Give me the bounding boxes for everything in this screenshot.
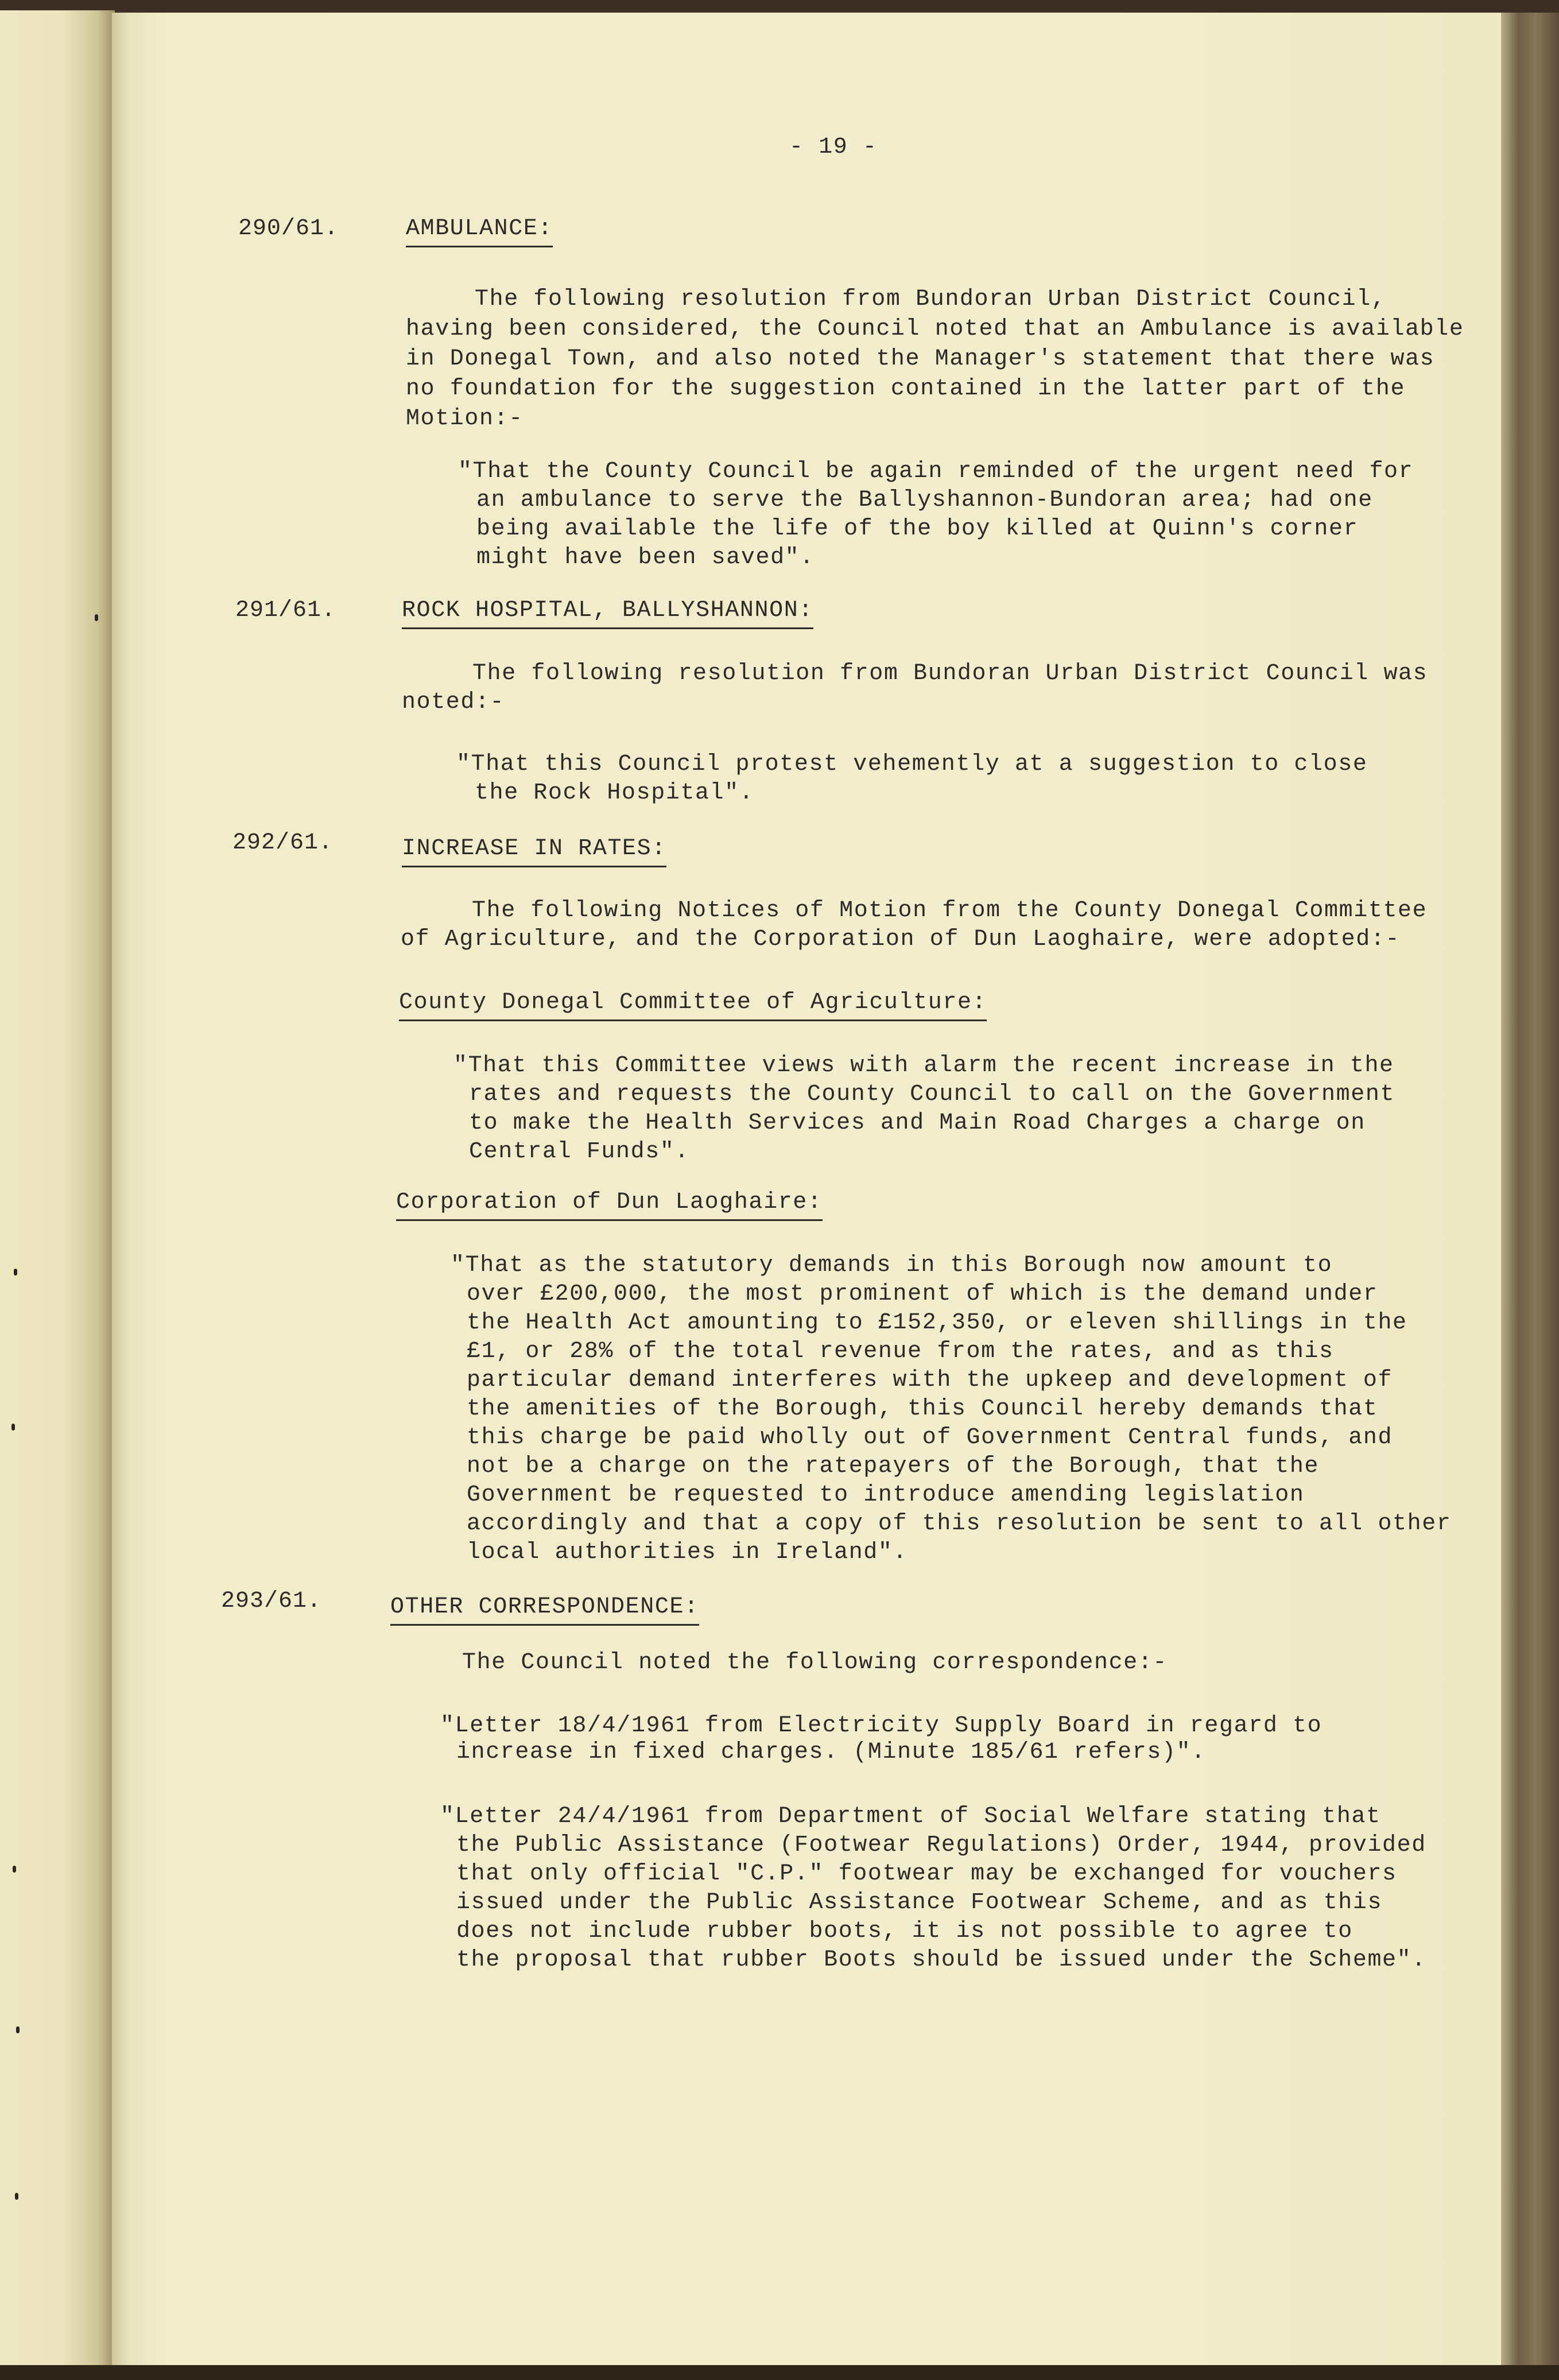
ink-mark <box>16 2026 20 2033</box>
ink-mark <box>95 614 98 621</box>
text-line: particular demand interferes with the upkeep and development of <box>467 1367 1393 1393</box>
section-heading: AMBULANCE: <box>406 215 553 247</box>
text-line: the Public Assistance (Footwear Regulations) Order, 1944, provided <box>456 1832 1426 1858</box>
text-line: in Donegal Town, and also noted the Manager's statement that there was <box>406 346 1435 372</box>
ink-mark <box>15 2193 18 2200</box>
section-heading: OTHER CORRESPONDENCE: <box>390 1593 699 1626</box>
subsection-heading: County Donegal Committee of Agriculture: <box>399 989 987 1021</box>
minute-number: 290/61. <box>238 216 339 242</box>
ink-mark <box>14 1269 17 1276</box>
section-heading: INCREASE IN RATES: <box>402 835 666 867</box>
text-line: The following resolution from Bundoran Urban District Council was <box>472 661 1428 687</box>
document-page <box>112 13 1501 2365</box>
text-line: the proposal that rubber Boots should be issued under the Scheme". <box>456 1947 1426 1973</box>
text-line: noted:- <box>402 689 505 715</box>
text-line: no foundation for the suggestion contained in the latter part of the <box>406 376 1406 402</box>
scan-bottom-border <box>0 2365 1559 2380</box>
page-number: - 19 - <box>789 134 878 160</box>
text-line: accordingly and that a copy of this resolution be sent to all other <box>467 1511 1452 1537</box>
text-line: local authorities in Ireland". <box>467 1540 908 1565</box>
text-line: Government be requested to introduce amending legislation <box>467 1482 1305 1508</box>
text-line: "That this Council protest vehemently at a suggestion to close <box>456 751 1368 777</box>
text-line: being available the life of the boy killed at Quinn's corner <box>476 516 1359 542</box>
text-line: "That as the statutory demands in this Borough now amount to <box>451 1253 1333 1278</box>
text-line: of Agriculture, and the Corporation of Dun Laoghaire, were adopted:- <box>401 927 1401 952</box>
text-line: might have been saved". <box>476 545 815 571</box>
text-line: Motion:- <box>406 406 523 432</box>
text-line: The Council noted the following correspondence:- <box>462 1650 1168 1676</box>
text-line: that only official "C.P." footwear may be exchanged for vouchers <box>456 1861 1397 1887</box>
text-line: £1, or 28% of the total revenue from the rates, and as this <box>467 1339 1334 1365</box>
text-line: "That this Committee views with alarm the recent increase in the <box>453 1053 1394 1079</box>
text-line: over £200,000, the most prominent of which is the demand under <box>467 1281 1378 1307</box>
minute-number: 293/61. <box>221 1588 322 1614</box>
subsection-heading: Corporation of Dun Laoghaire: <box>396 1188 823 1221</box>
text-line: "Letter 24/4/1961 from Department of Social Welfare stating that <box>440 1804 1381 1829</box>
text-line: having been considered, the Council noted that an Ambulance is available <box>406 316 1464 342</box>
text-line: rates and requests the County Council to call on the Government <box>469 1082 1395 1107</box>
section-heading: ROCK HOSPITAL, BALLYSHANNON: <box>402 596 813 629</box>
text-line: this charge be paid wholly out of Government Central funds, and <box>467 1425 1393 1451</box>
text-line: Central Funds". <box>469 1139 690 1165</box>
text-line: the amenities of the Borough, this Council hereby demands that <box>467 1396 1378 1422</box>
book-edge <box>1501 13 1559 2365</box>
text-line: does not include rubber boots, it is not possible to agree to <box>456 1918 1353 1944</box>
text-line: "That the County Council be again reminded of the urgent need for <box>458 459 1414 484</box>
text-line: the Rock Hospital". <box>475 780 754 806</box>
ink-mark <box>13 1866 16 1873</box>
text-line: the Health Act amounting to £152,350, or eleven shillings in the <box>467 1310 1407 1336</box>
text-line: issued under the Public Assistance Footwear Scheme, and as this <box>456 1890 1383 1916</box>
text-line: not be a charge on the ratepayers of the Borough, that the <box>467 1453 1320 1479</box>
text-line: The following Notices of Motion from the County Donegal Committee <box>472 898 1428 924</box>
text-line: an ambulance to serve the Ballyshannon-Bundoran area; had one <box>476 487 1373 513</box>
text-line: "Letter 18/4/1961 from Electricity Supply Board in regard to <box>440 1713 1323 1739</box>
facing-page-edge <box>0 10 115 2375</box>
text-line: to make the Health Services and Main Road Charges a charge on <box>469 1110 1366 1136</box>
text-line: The following resolution from Bundoran Urban District Council, <box>475 286 1386 312</box>
ink-mark <box>11 1424 15 1431</box>
minute-number: 291/61. <box>235 598 336 623</box>
text-line: increase in fixed charges. (Minute 185/61 refers)". <box>456 1739 1206 1765</box>
minute-number: 292/61. <box>232 830 333 856</box>
